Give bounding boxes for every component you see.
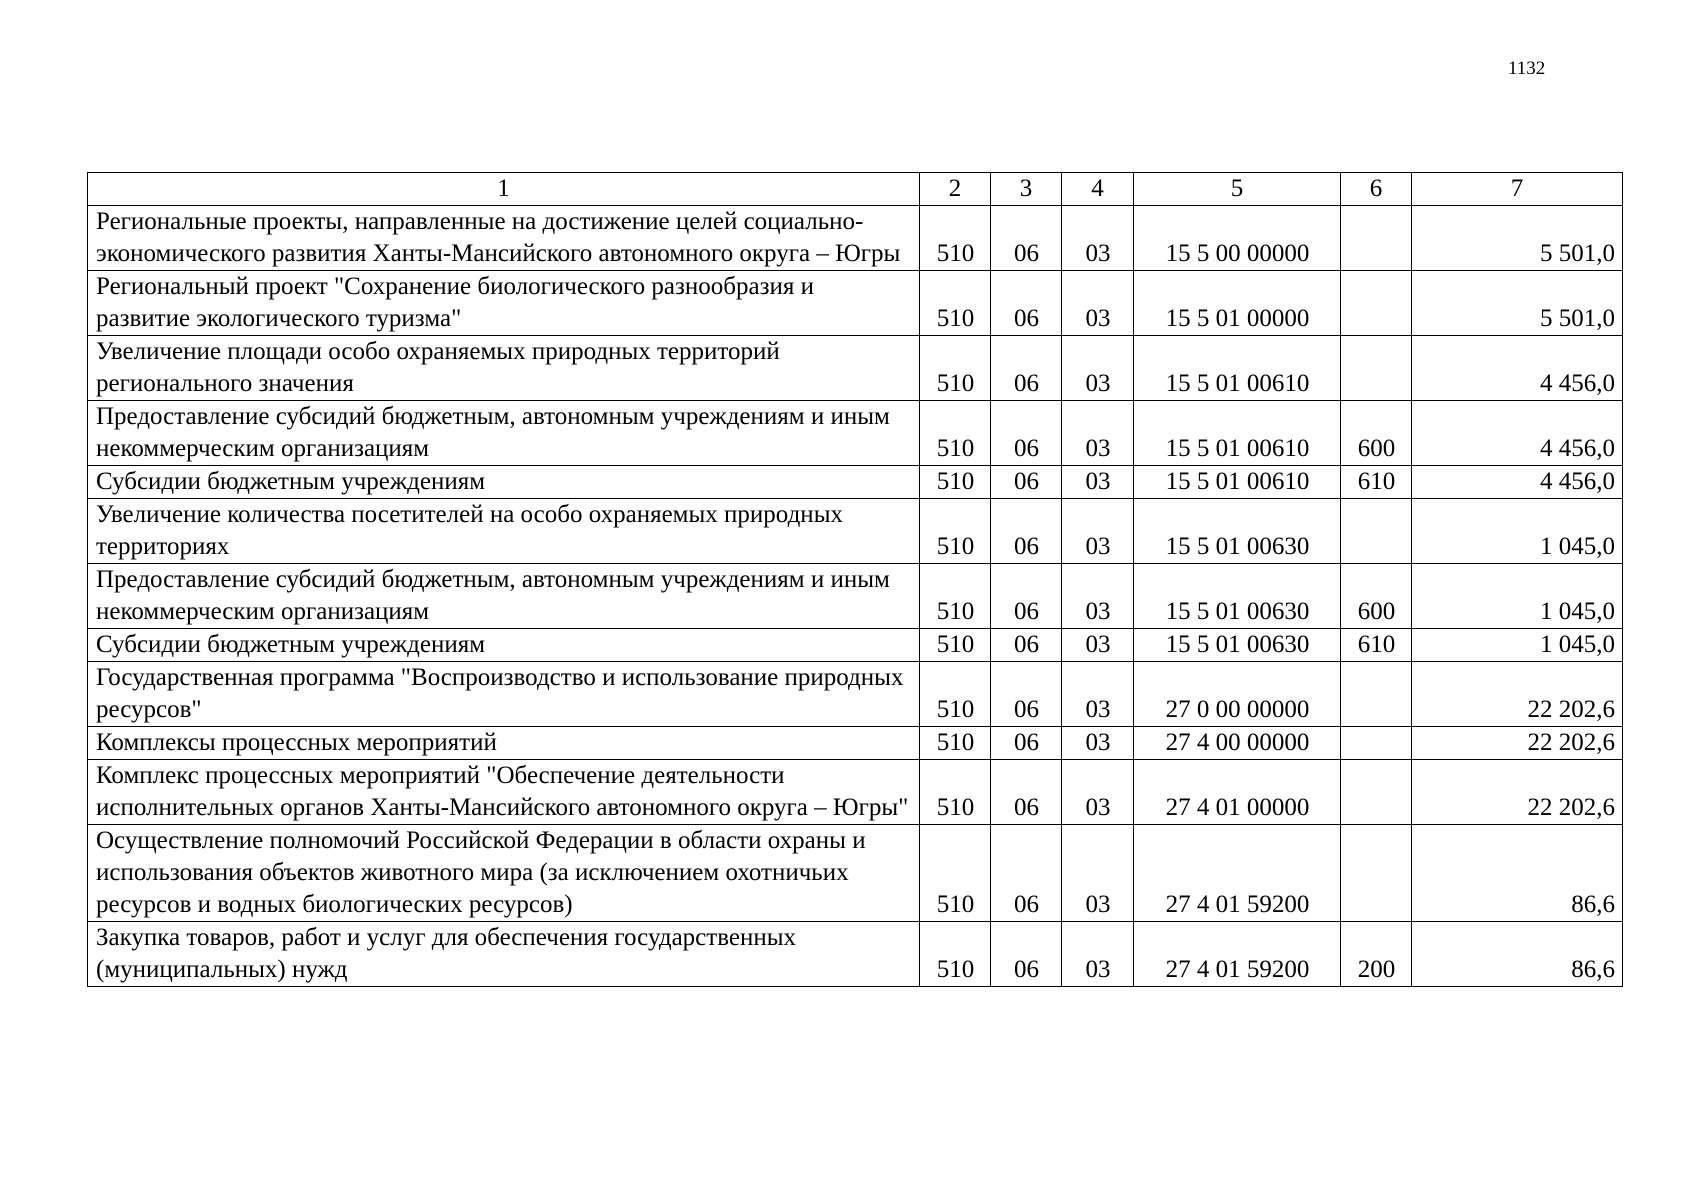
row-col-3: 06: [991, 206, 1062, 271]
column-header-6: 6: [1341, 173, 1412, 206]
column-header-2: 2: [920, 173, 991, 206]
row-col-5: 15 5 01 00000: [1134, 271, 1341, 336]
row-col-2: 510: [920, 564, 991, 629]
page-number: 1132: [1508, 58, 1546, 79]
row-col-4: 03: [1062, 336, 1134, 401]
column-header-1: 1: [88, 173, 920, 206]
row-name: Увеличение площади особо охраняемых природных территорий регионального значения: [88, 336, 920, 401]
row-col-3: 06: [991, 499, 1062, 564]
row-col-5: 27 0 00 00000: [1134, 662, 1341, 727]
row-col-2: 510: [920, 499, 991, 564]
budget-table: [87, 172, 1623, 987]
row-col-6: [1341, 499, 1412, 564]
row-col-2: 510: [920, 271, 991, 336]
row-col-4: 03: [1062, 922, 1134, 987]
row-amount: 22 202,6: [1412, 727, 1623, 760]
row-col-2: 510: [920, 206, 991, 271]
row-name: Региональные проекты, направленные на достижение целей социально-экономического развития Ханты-Мансийского автономного округа – Югры: [88, 206, 920, 271]
table-row: [88, 401, 1623, 466]
table-row: [88, 760, 1623, 825]
row-col-4: 03: [1062, 564, 1134, 629]
row-amount: 86,6: [1412, 922, 1623, 987]
row-col-6: 200: [1341, 922, 1412, 987]
row-col-5: 15 5 01 00630: [1134, 564, 1341, 629]
row-col-3: 06: [991, 922, 1062, 987]
row-amount: 5 501,0: [1412, 206, 1623, 271]
row-col-6: [1341, 662, 1412, 727]
row-amount: 1 045,0: [1412, 564, 1623, 629]
row-amount: 5 501,0: [1412, 271, 1623, 336]
row-col-4: 03: [1062, 760, 1134, 825]
row-col-3: 06: [991, 466, 1062, 499]
row-name: Комплексы процессных мероприятий: [88, 727, 920, 760]
row-col-3: 06: [991, 629, 1062, 662]
row-amount: 4 456,0: [1412, 401, 1623, 466]
row-col-2: 510: [920, 922, 991, 987]
row-col-5: 15 5 01 00610: [1134, 336, 1341, 401]
table-row: [88, 825, 1623, 922]
row-col-4: 03: [1062, 825, 1134, 922]
row-col-3: 06: [991, 727, 1062, 760]
row-col-5: 15 5 01 00630: [1134, 629, 1341, 662]
header-row: [88, 173, 1623, 206]
row-col-5: 27 4 01 59200: [1134, 825, 1341, 922]
table-row: [88, 206, 1623, 271]
row-amount: 4 456,0: [1412, 336, 1623, 401]
table-row: [88, 336, 1623, 401]
row-col-2: 510: [920, 662, 991, 727]
row-col-3: 06: [991, 825, 1062, 922]
row-col-5: 27 4 01 59200: [1134, 922, 1341, 987]
row-col-2: 510: [920, 825, 991, 922]
row-col-6: [1341, 336, 1412, 401]
row-col-2: 510: [920, 401, 991, 466]
row-col-4: 03: [1062, 271, 1134, 336]
row-col-6: [1341, 206, 1412, 271]
row-col-3: 06: [991, 760, 1062, 825]
row-col-5: 27 4 00 00000: [1134, 727, 1341, 760]
row-col-6: 600: [1341, 401, 1412, 466]
row-col-3: 06: [991, 336, 1062, 401]
row-col-5: 27 4 01 00000: [1134, 760, 1341, 825]
row-col-5: 15 5 01 00610: [1134, 401, 1341, 466]
row-name: Субсидии бюджетным учреждениям: [88, 466, 920, 499]
column-header-4: 4: [1062, 173, 1134, 206]
row-col-3: 06: [991, 564, 1062, 629]
row-col-6: 610: [1341, 629, 1412, 662]
row-name: Региональный проект "Сохранение биологического разнообразия и развитие экологического туризма": [88, 271, 920, 336]
row-col-5: 15 5 01 00630: [1134, 499, 1341, 564]
row-col-2: 510: [920, 336, 991, 401]
row-amount: 86,6: [1412, 825, 1623, 922]
row-col-5: 15 5 01 00610: [1134, 466, 1341, 499]
row-name: Субсидии бюджетным учреждениям: [88, 629, 920, 662]
row-col-2: 510: [920, 629, 991, 662]
row-col-4: 03: [1062, 466, 1134, 499]
table-row: [88, 922, 1623, 987]
row-name: Предоставление субсидий бюджетным, автономным учреждениям и иным некоммерческим организациям: [88, 401, 920, 466]
table-row: [88, 629, 1623, 662]
row-col-4: 03: [1062, 629, 1134, 662]
column-header-3: 3: [991, 173, 1062, 206]
row-col-3: 06: [991, 401, 1062, 466]
row-col-6: [1341, 271, 1412, 336]
table-row: [88, 727, 1623, 760]
row-col-6: 600: [1341, 564, 1412, 629]
row-name: Государственная программа "Воспроизводство и использование природных ресурсов": [88, 662, 920, 727]
row-col-4: 03: [1062, 499, 1134, 564]
table-row: [88, 564, 1623, 629]
table-row: [88, 662, 1623, 727]
row-col-6: 610: [1341, 466, 1412, 499]
row-amount: 4 456,0: [1412, 466, 1623, 499]
row-col-4: 03: [1062, 206, 1134, 271]
row-col-4: 03: [1062, 401, 1134, 466]
row-col-6: [1341, 727, 1412, 760]
row-col-6: [1341, 760, 1412, 825]
row-col-2: 510: [920, 727, 991, 760]
column-header-7: 7: [1412, 173, 1623, 206]
column-header-5: 5: [1134, 173, 1341, 206]
row-amount: 1 045,0: [1412, 629, 1623, 662]
row-amount: 22 202,6: [1412, 662, 1623, 727]
row-name: Комплекс процессных мероприятий "Обеспечение деятельности исполнительных органов Ханты-Мансийского автономного округа – Югры": [88, 760, 920, 825]
row-name: Увеличение количества посетителей на особо охраняемых природных территориях: [88, 499, 920, 564]
table-row: [88, 271, 1623, 336]
row-name: Предоставление субсидий бюджетным, автономным учреждениям и иным некоммерческим организациям: [88, 564, 920, 629]
row-col-4: 03: [1062, 662, 1134, 727]
row-col-2: 510: [920, 760, 991, 825]
row-col-5: 15 5 00 00000: [1134, 206, 1341, 271]
row-amount: 1 045,0: [1412, 499, 1623, 564]
row-col-2: 510: [920, 466, 991, 499]
table-row: [88, 499, 1623, 564]
table-row: [88, 466, 1623, 499]
row-col-6: [1341, 825, 1412, 922]
row-col-3: 06: [991, 271, 1062, 336]
row-amount: 22 202,6: [1412, 760, 1623, 825]
row-col-4: 03: [1062, 727, 1134, 760]
row-name: Закупка товаров, работ и услуг для обеспечения государственных (муниципальных) нужд: [88, 922, 920, 987]
row-col-3: 06: [991, 662, 1062, 727]
row-name: Осуществление полномочий Российской Федерации в области охраны и использования объектов животного мира (за исключением охотничьих ресурсов и водных биологических ресурсов): [88, 825, 920, 922]
